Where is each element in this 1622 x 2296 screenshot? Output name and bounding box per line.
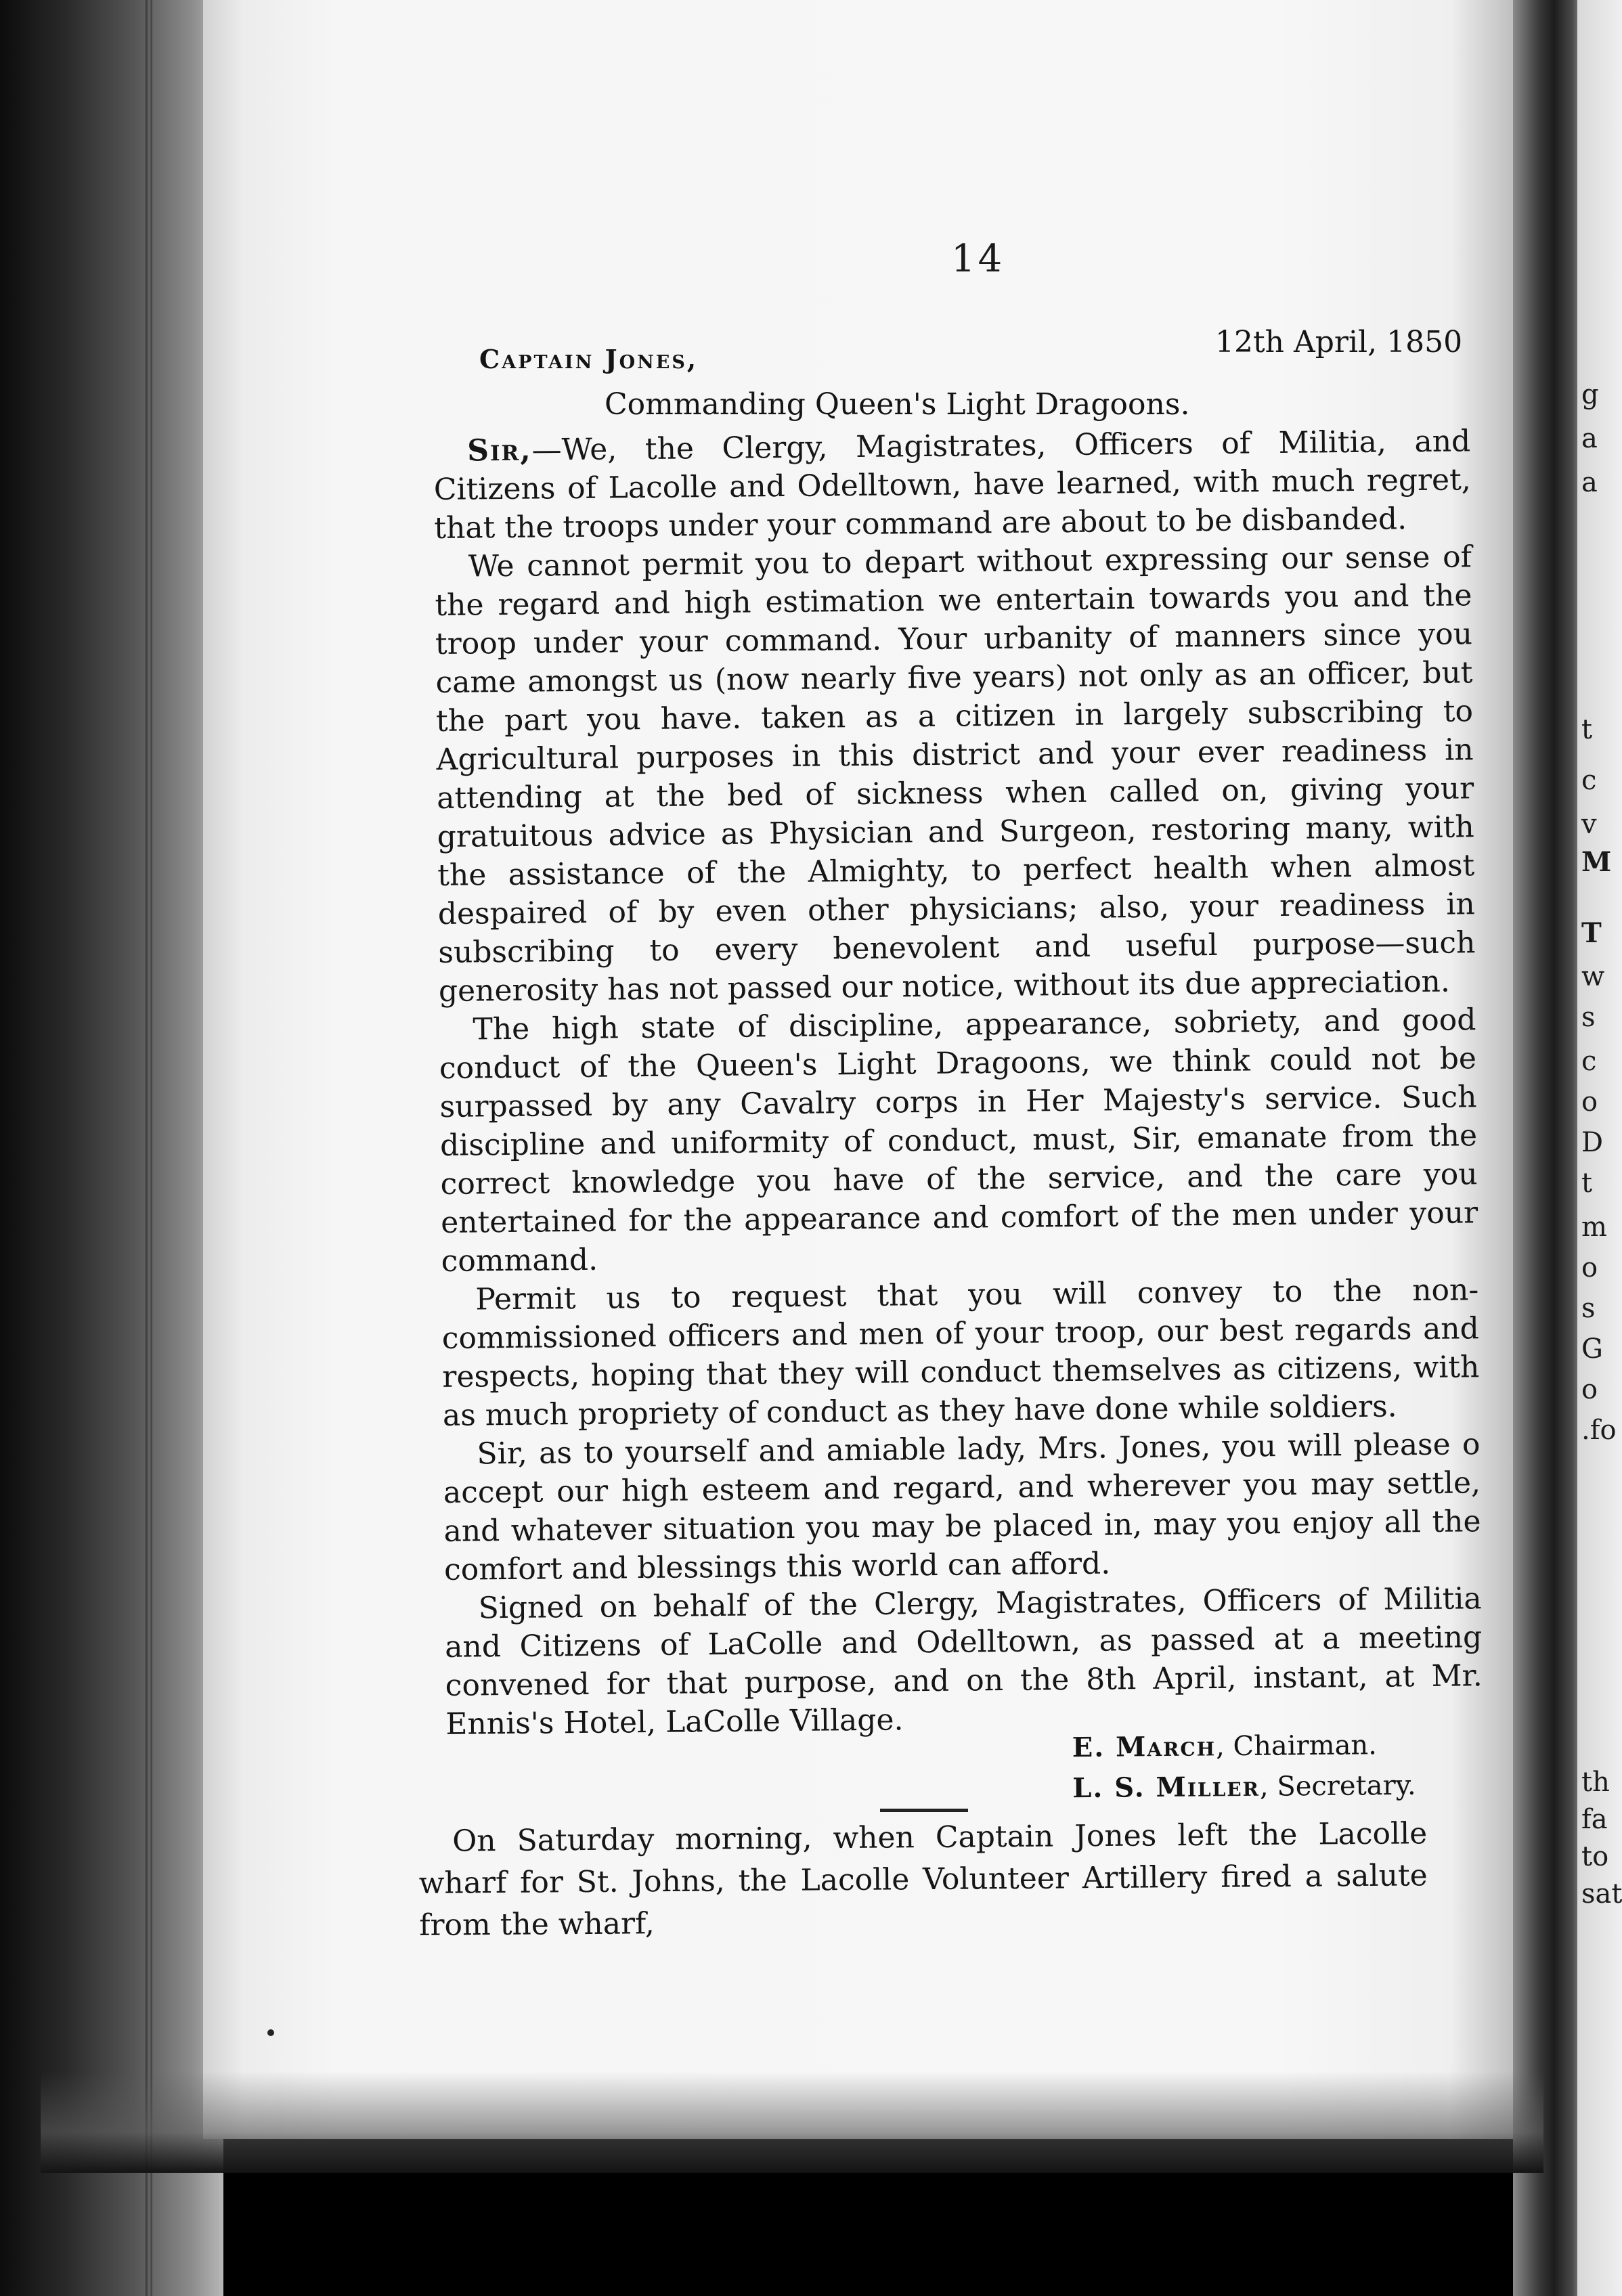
next-page-line: o	[1581, 1086, 1598, 1118]
signature-chairman	[1072, 1725, 1416, 1768]
next-page-line: to	[1581, 1841, 1609, 1872]
next-page-line: a	[1581, 423, 1598, 454]
paragraph: We cannot permit you to depart without expressing our sense of the regard and high estimation we entertain towards you and the troop under your command. Your urbanity of manners since you came amongst us (now nearly five years) not only as an officer, but the part you have. taken as a citizen in largely subscribing to Agricultural purposes in this district and your ever readiness in attending at the bed of sickness when called on, giving your gratuitous advice as Physician and Surgeon, restoring many, with the assistance of the Almighty, to perfect health when almost despaired of by even other physicians; also, your readiness in subscribing to every benevolent and useful purpose—such generosity has not passed our notice, without its due appreciation.	[435, 539, 1476, 1009]
signer-name: E. March	[1072, 1730, 1216, 1764]
next-page-line: s	[1581, 1293, 1596, 1324]
next-page-line: a	[1581, 467, 1598, 498]
left-binding-shadow	[0, 0, 223, 2296]
page-bottom-shadow	[41, 2071, 1543, 2173]
addressee-name: Captain Jones,	[479, 344, 699, 374]
signature-secretary	[1072, 1765, 1416, 1809]
signer-role: , Chairman.	[1215, 1729, 1378, 1763]
paragraph: Sir, as to yourself and amiable lady, Mrs. Jones, you will please o accept our high esteem and regard, and wherever you may settle, and whatever situation you may be placed in, may you enjoy all the comfort and blessings this world can afford.	[443, 1427, 1481, 1587]
next-page-line: v	[1581, 809, 1597, 840]
section-divider	[880, 1809, 968, 1812]
next-page-line: s	[1581, 1002, 1596, 1033]
right-gutter-shadow	[1513, 0, 1587, 2296]
letter-date: 12th April, 1850	[1215, 325, 1463, 359]
next-page-line: th	[1581, 1767, 1610, 1798]
next-page-line: g	[1581, 379, 1599, 410]
paragraph	[433, 422, 1472, 548]
next-page-line: w	[1581, 961, 1605, 992]
next-page-line: t	[1581, 714, 1593, 745]
next-page-line: D	[1581, 1127, 1604, 1158]
next-page-line: t	[1581, 1168, 1593, 1199]
page-number: 14	[951, 237, 1005, 281]
paragraph-text: —We, the Clergy, Magistrates, Officers of Militia, and Citizens of Lacolle and Odelltown, have learned, with much regret, that the troops under your command are about to be disbanded.	[433, 424, 1471, 546]
next-page-line: T	[1581, 917, 1602, 949]
paragraph: The high state of discipline, appearance, sobriety, and good conduct of the Queen's Light Dragoons, we think could not be surpassed by any Cavalry corps in Her Majesty's service. Such discipline and uniformity of conduct, must, Sir, emanate from the correct knowledge you have of the service, and the care you entertained for the appearance and comfort of the men under your command.	[439, 1002, 1478, 1279]
next-page-line: c	[1581, 1046, 1597, 1077]
next-page-line: m	[1581, 1212, 1607, 1243]
addressee-title: Commanding Queen's Light Dragoons.	[605, 387, 1190, 422]
paper-speck	[267, 2029, 274, 2036]
next-page-line: o	[1581, 1374, 1598, 1405]
next-page-line: G	[1581, 1333, 1603, 1365]
next-page-line: c	[1581, 765, 1597, 796]
paragraph: Signed on behalf of the Clergy, Magistrates, Officers of Militia and Citizens of LaColle and Odelltown, as passed at a meeting convened for that purpose, and on the 8th April, instant, at Mr. Ennis's Hotel, LaColle Village.	[444, 1581, 1483, 1742]
next-page-line: fa	[1581, 1804, 1608, 1835]
salutation: Sir,	[467, 433, 532, 468]
paragraph: Permit us to request that you will convey to the non-commissioned officers and men of your troop, our best regards and respects, hoping that they will conduct themselves as citizens, with as much propriety of conduct as they have done while soldiers.	[441, 1273, 1480, 1433]
binding-edge	[146, 0, 152, 2296]
next-page-fragment	[1577, 0, 1622, 2296]
next-page-line: .fo	[1581, 1415, 1617, 1446]
signatures-block	[1072, 1725, 1416, 1809]
closing-section	[418, 1813, 1428, 1947]
signer-role: , Secretary.	[1259, 1769, 1416, 1803]
next-page-line: o	[1581, 1252, 1598, 1283]
next-page-line: M	[1581, 846, 1612, 878]
next-page-line: sat	[1581, 1878, 1622, 1909]
closing-paragraph: On Saturday morning, when Captain Jones left the Lacolle wharf for St. Johns, the Lacolle Volunteer Artillery fired a salute from the wharf,	[418, 1816, 1428, 1943]
signer-name: L. S. Miller	[1072, 1770, 1261, 1805]
letter-body	[433, 422, 1483, 1744]
